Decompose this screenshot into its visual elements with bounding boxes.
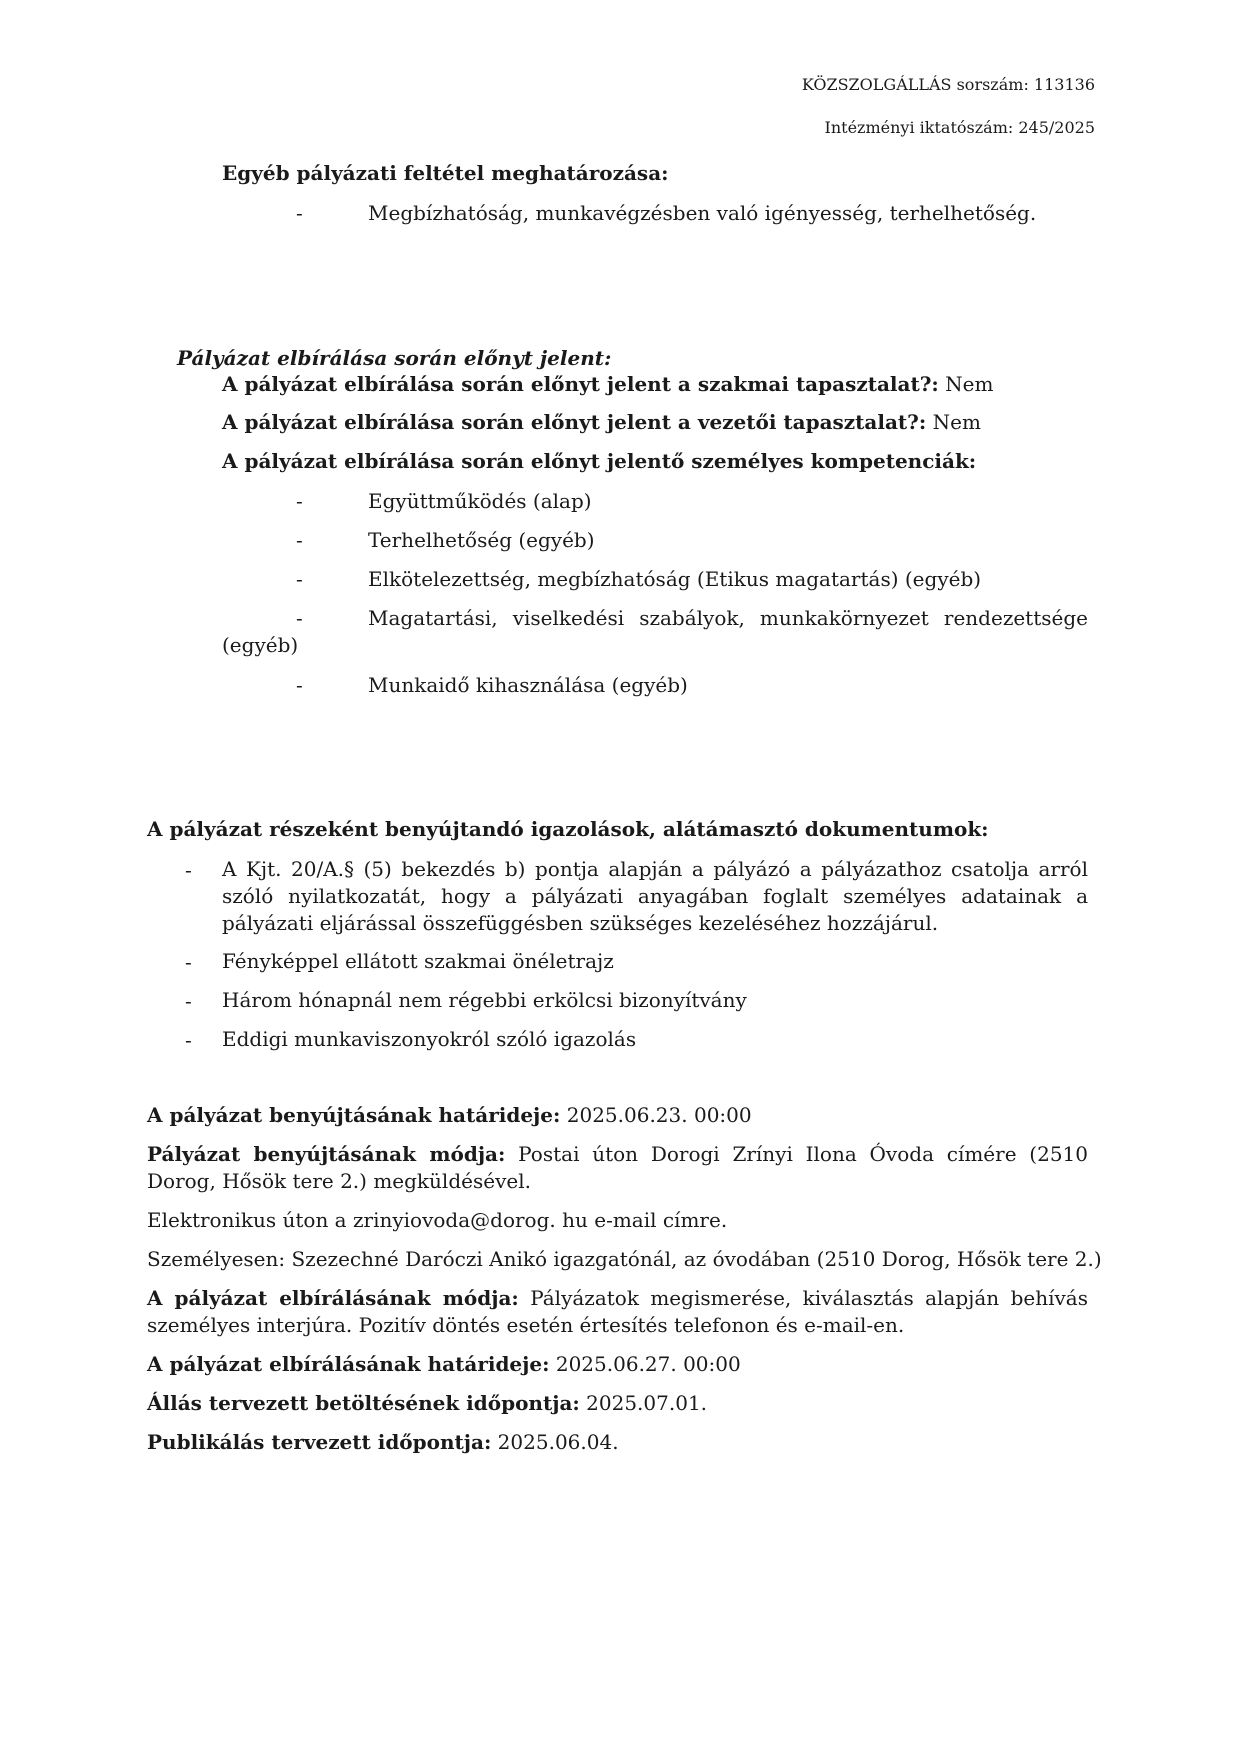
- personal-submission: Személyesen: Szezechné Daróczi Anikó igazgatónál, az óvodában (2510 Dorog, Hősök tere 2.): [147, 1247, 1102, 1271]
- competencies-title: A pályázat elbírálása során előnyt jelentő személyes kompetenciák:: [222, 449, 977, 473]
- bullet-dash: -: [296, 673, 303, 697]
- submission-method-value: Postai úton Dorogi Zrínyi Ilona Óvoda címére (2510 Dorog, Hősök tere 2.) megküldésével.: [147, 1142, 1088, 1193]
- electronic-submission: Elektronikus úton a zrinyiovoda@dorog. hu e-mail címre.: [147, 1208, 728, 1232]
- document-item: Fényképpel ellátott szakmai önéletrajz: [222, 949, 614, 973]
- judging-method: [147, 1285, 1088, 1339]
- start-date-value: 2025.07.01.: [579, 1391, 708, 1415]
- bullet-dash: -: [185, 989, 192, 1013]
- publish-date: [147, 1429, 619, 1456]
- advantage-leadership-value: Nem: [926, 410, 981, 434]
- competency-item: Együttműködés (alap): [368, 489, 592, 513]
- competency-item: Elkötelezettség, megbízhatóság (Etikus magatartás) (egyéb): [368, 567, 982, 591]
- advantage-leadership: [222, 409, 981, 436]
- advantage-professional-value: Nem: [938, 372, 994, 396]
- advantage-professional: [222, 371, 993, 398]
- bullet-dash: -: [296, 201, 303, 225]
- other-condition-title: Egyéb pályázati feltétel meghatározása:: [222, 161, 669, 185]
- deadline-label: A pályázat benyújtásának határideje:: [147, 1103, 561, 1127]
- bullet-dash: -: [185, 950, 192, 974]
- deadline: [147, 1102, 752, 1129]
- competency-item-continuation: (egyéb): [222, 633, 299, 657]
- submission-method-label: Pályázat benyújtásának módja:: [147, 1142, 506, 1166]
- documents-title: A pályázat részeként benyújtandó igazolások, alátámasztó dokumentumok:: [147, 817, 989, 841]
- bullet-dash: -: [296, 567, 303, 591]
- bullet-dash: -: [185, 858, 192, 882]
- document-item: A Kjt. 20/A.§ (5) bekezdés b) pontja alapján a pályázó a pályázathoz csatolja arról szóló nyilatkozatát, hogy a pályázati anyagában foglalt személyes adatainak a pályázati eljárással összefüggésben szükséges kezeléséhez hozzájárul.: [222, 857, 1088, 935]
- bullet-dash: -: [185, 1028, 192, 1052]
- judging-method-label: A pályázat elbírálásának módja:: [147, 1286, 519, 1310]
- competency-item: Terhelhetőség (egyéb): [368, 528, 595, 552]
- advantage-professional-label: A pályázat elbírálása során előnyt jelent a szakmai tapasztalat?:: [222, 372, 939, 396]
- deadline-value: 2025.06.23. 00:00: [560, 1103, 752, 1127]
- publish-date-value: 2025.06.04.: [491, 1430, 619, 1454]
- other-condition-item: Megbízhatóság, munkavégzésben való igényesség, terhelhetőség.: [368, 201, 1037, 225]
- advantage-title: Pályázat elbírálása során előnyt jelent:: [177, 346, 612, 370]
- bullet-dash: -: [296, 606, 303, 630]
- document-item: Eddigi munkaviszonyokról szóló igazolás: [222, 1027, 637, 1051]
- judging-deadline-value: 2025.06.27. 00:00: [549, 1352, 741, 1376]
- judging-method-value: Pályázatok megismerése, kiválasztás alapján behívás személyes interjúra. Pozitív döntés esetén értesítés telefonon és e-mail-en.: [147, 1286, 1088, 1337]
- bullet-dash: -: [296, 528, 303, 552]
- judging-deadline: [147, 1351, 741, 1378]
- competency-item: Munkaidő kihasználása (egyéb): [368, 673, 688, 697]
- competency-item: Magatartási, viselkedési szabályok, munkakörnyezet rendezettsége: [368, 606, 1088, 630]
- publish-date-label: Publikálás tervezett időpontja:: [147, 1430, 492, 1454]
- judging-deadline-label: A pályázat elbírálásának határideje:: [147, 1352, 550, 1376]
- document-item: Három hónapnál nem régebbi erkölcsi bizonyítvány: [222, 988, 747, 1012]
- registry-number: Intézményi iktatószám: 245/2025: [824, 118, 1095, 137]
- start-date-label: Állás tervezett betöltésének időpontja:: [147, 1391, 580, 1415]
- start-date: [147, 1390, 707, 1417]
- advantage-leadership-label: A pályázat elbírálása során előnyt jelent a vezetői tapasztalat?:: [222, 410, 927, 434]
- bullet-dash: -: [296, 489, 303, 513]
- submission-method: [147, 1141, 1088, 1195]
- serial-number: KÖZSZOLGÁLLÁS sorszám: 113136: [801, 75, 1095, 94]
